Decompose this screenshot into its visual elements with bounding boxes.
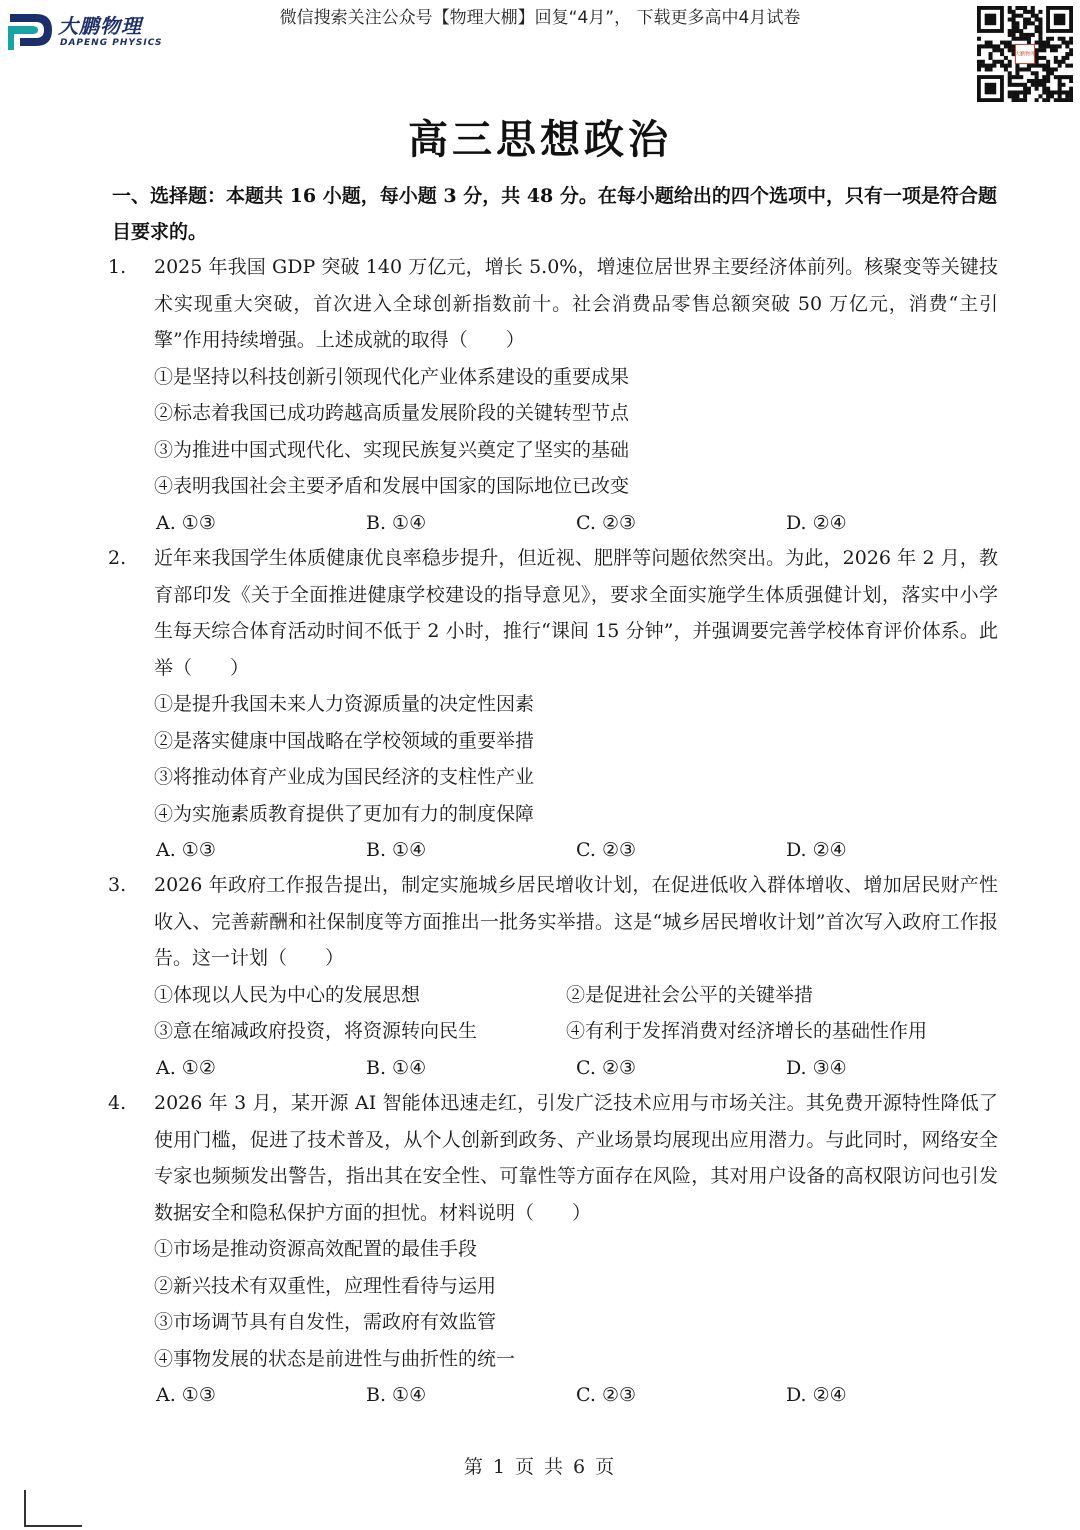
statement-option: ④表明我国社会主要矛盾和发展中国家的国际地位已改变 <box>154 475 630 497</box>
dapeng-logo-icon <box>6 8 56 52</box>
choice-b[interactable]: B. ①④ <box>366 511 427 534</box>
statement-option: ②是促进社会公平的关键举措 <box>566 983 814 1006</box>
statement-option: ④事物发展的状态是前进性与曲折性的统一 <box>154 1347 516 1370</box>
brand-logo <box>6 8 166 52</box>
statement-option: ④有利于发挥消费对经济增长的基础性作用 <box>566 1020 928 1042</box>
statement-row <box>154 1013 998 1050</box>
question-1 <box>108 249 998 541</box>
statement-option: ①是坚持以科技创新引领现代化产业体系建设的重要成果 <box>154 365 630 388</box>
question-stem: 近年来我国学生体质健康优良率稳步提升，但近视、肥胖等问题依然突出。为此，2026 年 2 月，教育部印发《关于全面推进健康学校建设的指导意见》，要求全面实施学生体质强健计划，落实中小学生每天综合体育活动时间不低于 2 小时，推行“课间 15 分钟”，并强调要完善学校体育评价体系。此举（ ） <box>154 547 998 679</box>
qr-code-icon <box>977 6 1073 102</box>
statement-option: ④为实施素质教育提供了更加有力的制度保障 <box>154 802 535 825</box>
brand-name-cn: 大鹏物理 <box>58 14 142 38</box>
answer-choices <box>156 505 998 541</box>
statement-option: ①体现以人民为中心的发展思想 <box>154 983 421 1006</box>
choice-b[interactable]: B. ①④ <box>366 1384 427 1406</box>
statement-option: ③将推动体育产业成为国民经济的支柱性产业 <box>154 766 535 788</box>
download-notice: 微信搜索关注公众号【物理大棚】回复“4月”， 下载更多高中4月试卷 <box>279 8 801 28</box>
question-number: 3. <box>108 874 127 896</box>
choice-b[interactable]: B. ①④ <box>366 1056 427 1079</box>
question-number: 1. <box>108 256 127 278</box>
answer-choices <box>156 1050 998 1086</box>
question-3 <box>108 867 998 1086</box>
answer-choices <box>156 1377 998 1413</box>
statement-option: ②新兴技术有双重性，应理性看待与运用 <box>154 1274 497 1297</box>
choice-d[interactable]: D. ②④ <box>786 1384 847 1406</box>
answer-choices <box>156 832 998 868</box>
choice-b[interactable]: B. ①④ <box>366 839 427 861</box>
question-stem: 2026 年 3 月，某开源 AI 智能体迅速走红，引发广泛技术应用与市场关注。其免费开源特性降低了使用门槛，促进了技术普及，从个人创新到政务、产业场景均展现出应用潜力。与此同时，网络安全专家也频频发出警告，指出其在安全性、可靠性等方面存在风险，其对用户设备的高权限访问也引发数据安全和隐私保护方面的担忧。材料说明（ ） <box>154 1092 998 1224</box>
choice-d[interactable]: D. ③④ <box>786 1056 847 1079</box>
choice-c[interactable]: C. ②③ <box>576 1384 637 1406</box>
question-number: 4. <box>108 1092 127 1114</box>
page-title: 高三思想政治 <box>408 116 672 163</box>
statement-option: ①是提升我国未来人力资源质量的决定性因素 <box>154 693 535 715</box>
choice-d[interactable]: D. ②④ <box>786 511 847 534</box>
choice-c[interactable]: C. ②③ <box>576 839 637 861</box>
statement-option: ③为推进中国式现代化、实现民族复兴奠定了坚实的基础 <box>154 438 630 461</box>
brand-name-en: DAPENG PHYSICS <box>60 38 163 48</box>
statement-option: ③意在缩减政府投资，将资源转向民生 <box>154 1020 478 1042</box>
choice-a[interactable]: A. ①③ <box>156 511 216 534</box>
section-heading: 一、选择题：本题共 16 小题，每小题 3 分，共 48 分。在每小题给出的四个选项中，只有一项是符合题目要求的。 <box>112 185 997 243</box>
choice-a[interactable]: A. ①③ <box>156 839 216 861</box>
choice-d[interactable]: D. ②④ <box>786 839 847 861</box>
question-4 <box>108 1085 998 1413</box>
question-number: 2. <box>108 547 127 569</box>
question-2 <box>108 540 998 868</box>
statement-option: ③市场调节具有自发性，需政府有效监管 <box>154 1311 497 1333</box>
choice-c[interactable]: C. ②③ <box>576 1056 637 1079</box>
statement-option: ②是落实健康中国战略在学校领域的重要举措 <box>154 729 535 752</box>
choice-a[interactable]: A. ①② <box>156 1056 216 1079</box>
statement-row <box>154 977 998 1014</box>
choice-c[interactable]: C. ②③ <box>576 511 637 534</box>
choice-a[interactable]: A. ①③ <box>156 1384 216 1406</box>
question-stem: 2025 年我国 GDP 突破 140 万亿元，增长 5.0%，增速位居世界主要经济体前列。核聚变等关键技术实现重大突破，首次进入全球创新指数前十。社会消费品零售总额突破 50 万亿元，消费“主引擎”作用持续增强。上述成就的取得（ ） <box>154 256 998 351</box>
qr-code[interactable] <box>977 6 1073 102</box>
scan-corner-mark <box>22 1490 82 1530</box>
question-stem: 2026 年政府工作报告提出，制定实施城乡居民增收计划，在促进低收入群体增收、增加居民财产性收入、完善薪酬和社保制度等方面推出一批务实举措。这是“城乡居民增收计划”首次写入政府工作报告。这一计划（ ） <box>154 874 998 969</box>
qr-center-label: 大鹏物理 <box>1014 51 1036 58</box>
statement-option: ①市场是推动资源高效配置的最佳手段 <box>154 1238 478 1260</box>
page-number: 第 1 页 共 6 页 <box>463 1456 617 1478</box>
statement-option: ②标志着我国已成功跨越高质量发展阶段的关键转型节点 <box>154 402 630 424</box>
